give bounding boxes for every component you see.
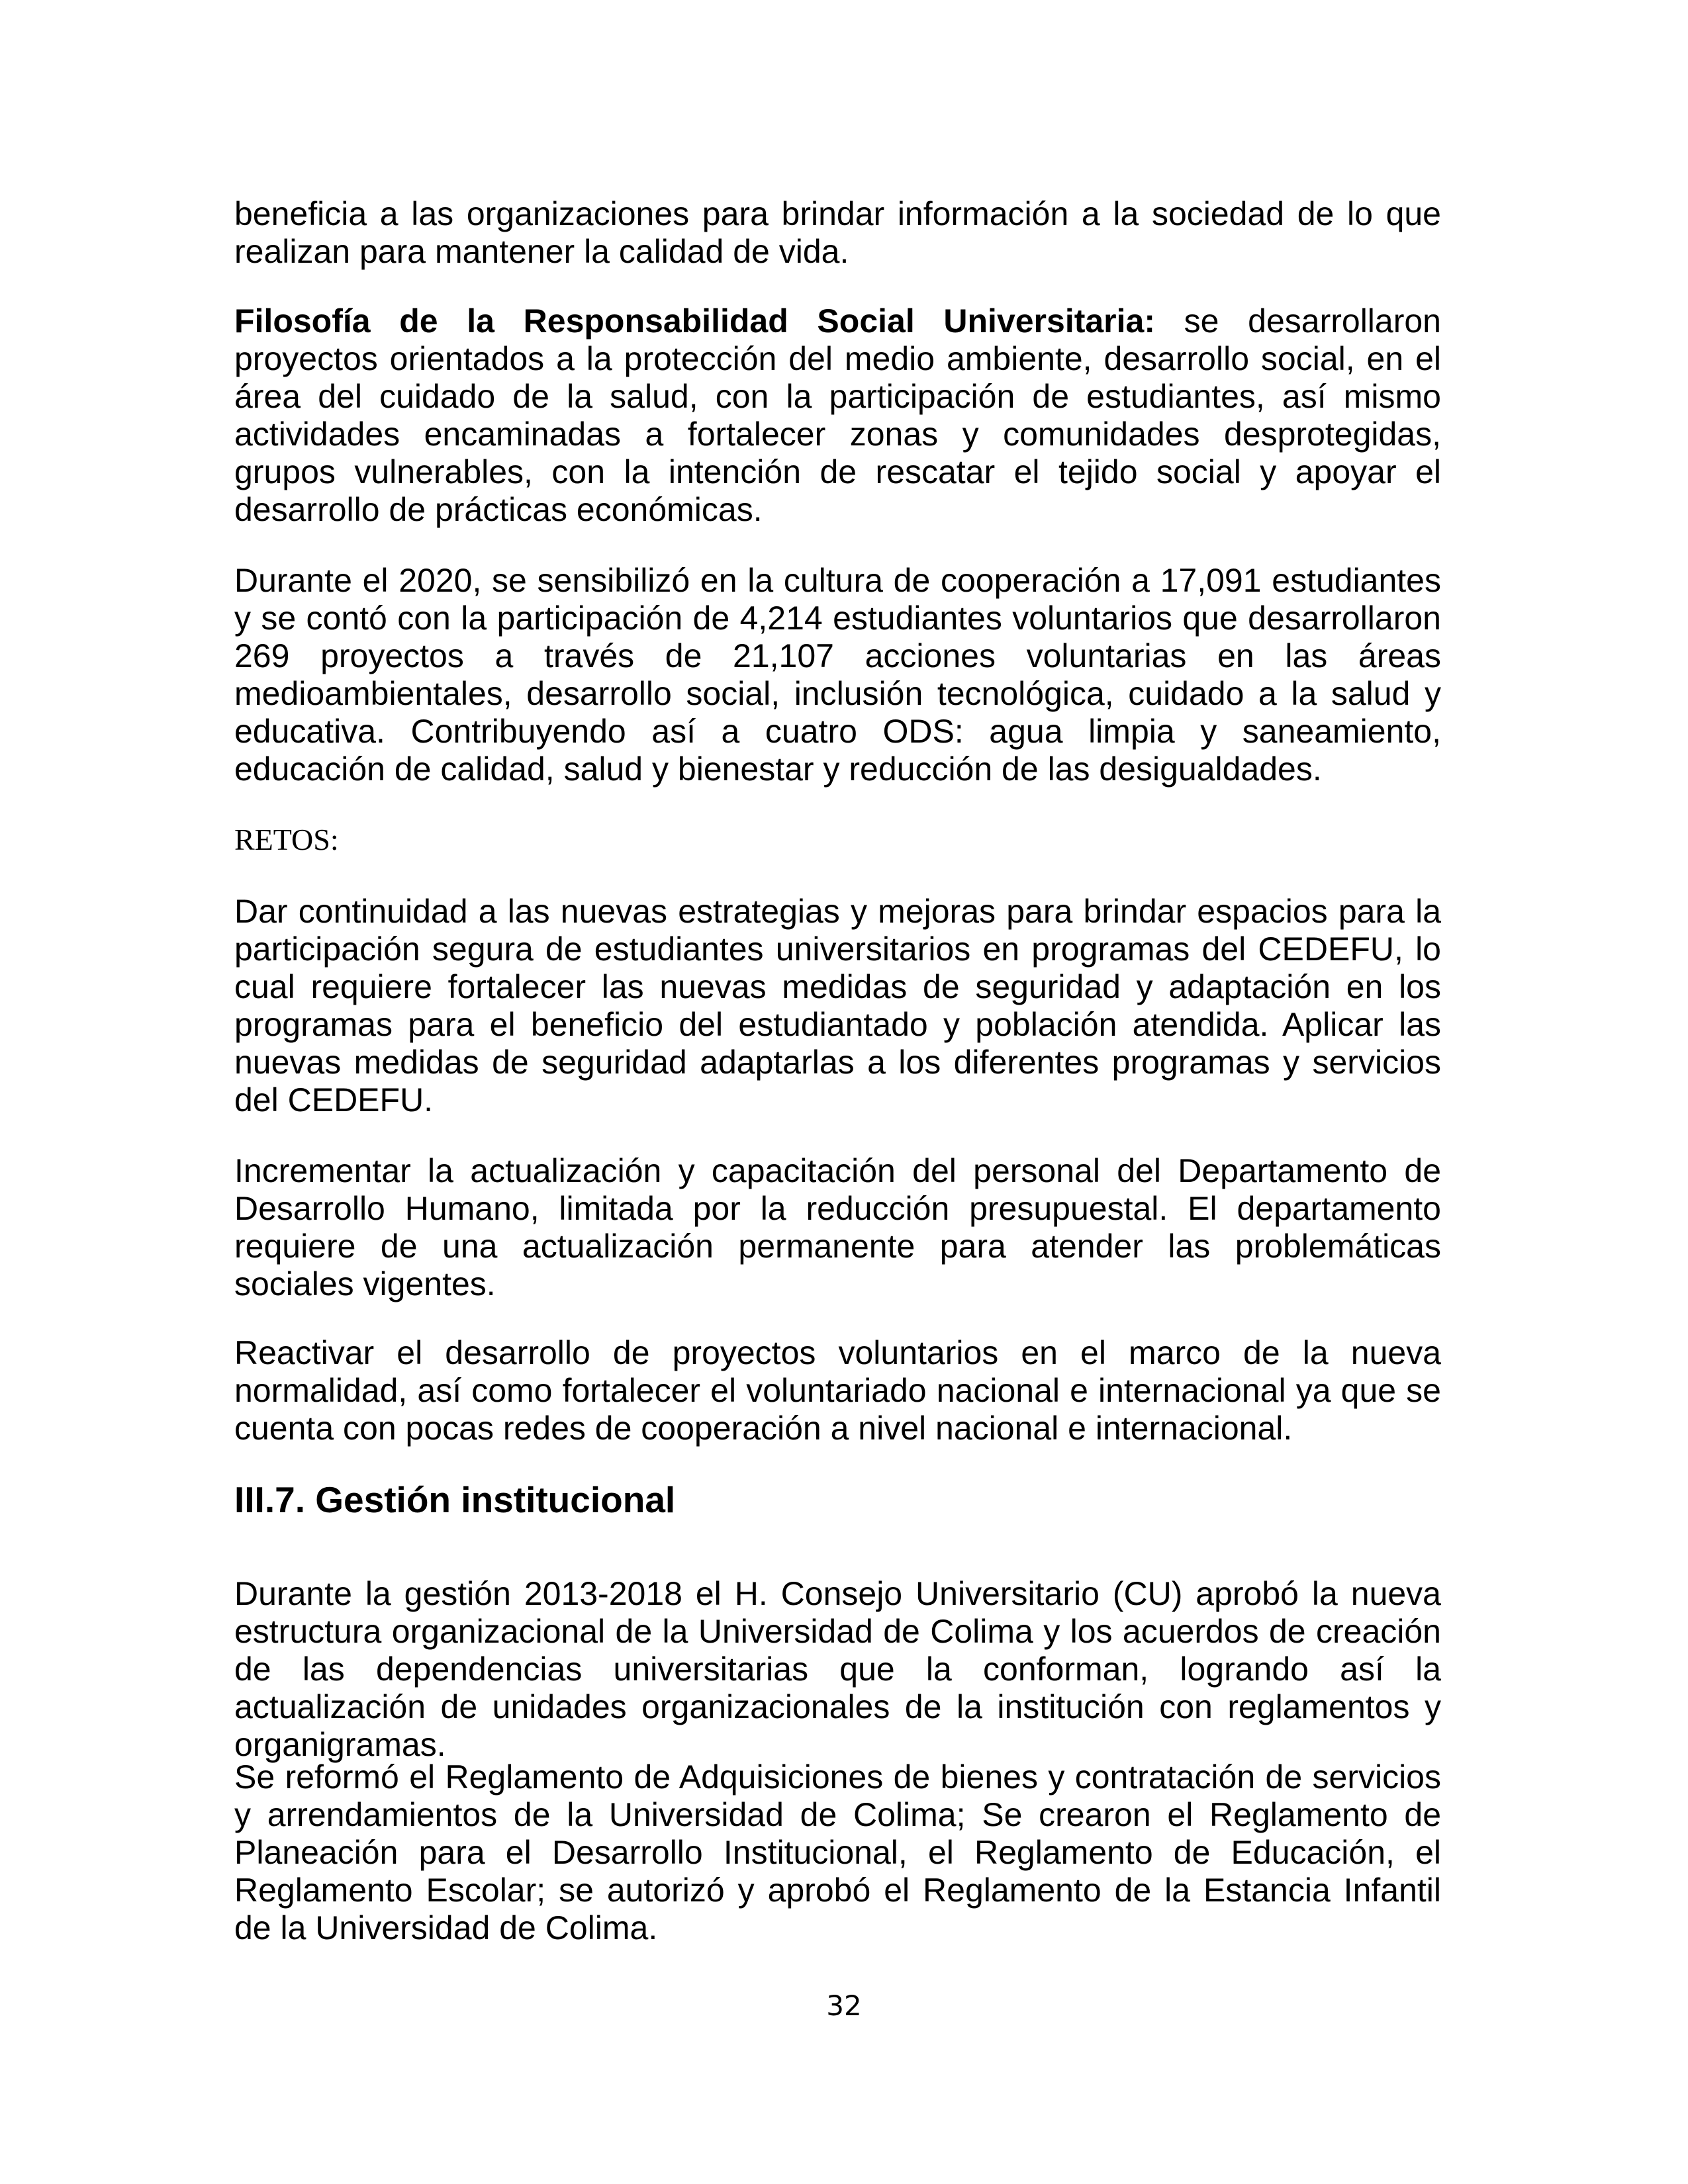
paragraph-durante-2020: Durante el 2020, se sensibilizó en la cultura de cooperación a 17,091 estudiantes y se contó con la participación de 4,214 estudiantes voluntarios que desarrollaron 269 proyectos a través de 21,107 acciones voluntarias en las áreas medioambientales, desarrollo social, inclusión tecnológica, cuidado a la salud y educativa. Contribuyendo así a cuatro ODS: agua limpia y saneamiento, educación de calidad, salud y bienestar y reducción de las desigualdades. xyxy=(234,562,1441,788)
retos-label: RETOS: xyxy=(234,823,339,856)
paragraph-reto-continuidad: Dar continuidad a las nuevas estrategias y mejoras para brindar espacios para la participación segura de estudiantes universitarios en programas del CEDEFU, lo cual requiere fortalecer las nuevas medidas de seguridad y adaptación en los programas para el beneficio del estudiantado y población atendida. Aplicar las nuevas medidas de seguridad adaptarlas a los diferentes programas y servicios del CEDEFU. xyxy=(234,893,1441,1118)
paragraph-reto-reactivar: Reactivar el desarrollo de proyectos voluntarios en el marco de la nueva normalidad, así como fortalecer el voluntariado nacional e internacional ya que se cuenta con pocas redes de cooperación a nivel nacional e internacional. xyxy=(234,1334,1441,1447)
paragraph-beneficia: beneficia a las organizaciones para brindar información a la sociedad de lo que realizan para mantener la calidad de vida. xyxy=(234,195,1441,270)
paragraph-reglamentos: Se reformó el Reglamento de Adquisiciones de bienes y contratación de servicios y arrendamientos de la Universidad de Colima; Se crearon el Reglamento de Planeación para el Desarrollo Institucional, el Reglamento de Educación, el Reglamento Escolar; se autorizó y aprobó el Reglamento de la Estancia Infantil de la Universidad de Colima. xyxy=(234,1758,1441,1946)
paragraph-gestion-2013-2018: Durante la gestión 2013-2018 el H. Consejo Universitario (CU) aprobó la nueva estructura organizacional de la Universidad de Colima y los acuerdos de creación de las dependencias universitarias que la conforman, logrando así la actualización de unidades organizacionales de la institución con reglamentos y organigramas. xyxy=(234,1575,1441,1763)
paragraph-filosofia-rsu xyxy=(234,302,1441,529)
paragraph-filosofia-bold-lead: Filosofía de la Responsabilidad Social Universitaria: xyxy=(234,302,1155,340)
paragraph-reto-actualizacion: Incrementar la actualización y capacitación del personal del Departamento de Desarrollo Humano, limitada por la reducción presupuestal. El departamento requiere de una actualización permanente para atender las problemáticas sociales vigentes. xyxy=(234,1152,1441,1302)
paragraph-filosofia-body: se desarrollaron proyectos orientados a la protección del medio ambiente, desarrollo social, en el área del cuidado de la salud, con la participación de estudiantes, así mismo actividades encaminadas a fortalecer zonas y comunidades desprotegidas, grupos vulnerables, con la intención de rescatar el tejido social y apoyar el desarrollo de prácticas económicas. xyxy=(234,302,1441,528)
section-heading: III.7. Gestión institucional xyxy=(234,1479,676,1520)
page-number: 32 xyxy=(826,1989,862,2022)
